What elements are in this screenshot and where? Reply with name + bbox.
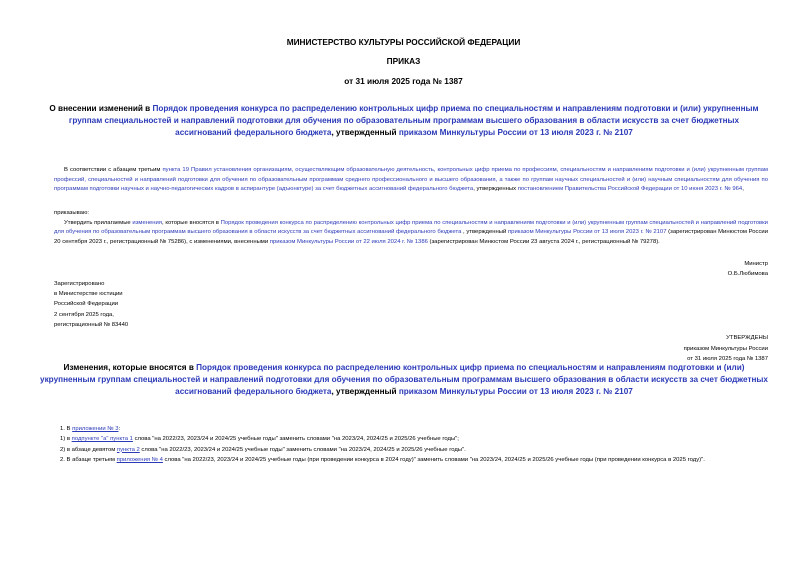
changes-title: Изменения, которые вносятся в Порядок проведения конкурса по распределению контрольных цифр приема по специальностям и направлениям подготовки и (или) укрупненным группам специальностей и направлений подготовки для обучения по образовательным программам высшего образования в области искусств за счет бюджетных ассигнований федерального бюджета, утвержденный приказом Минкультуры России от 13 июля 2023 г. № 2107	[40, 363, 768, 396]
registration-line: регистрационный № 83440	[54, 321, 129, 328]
procedure-link[interactable]: Порядок проведения конкурса по распределению контрольных цифр приема по специальностям и направлениям подготовки и (или) укрупненным группам специальностей и направлений подготовки для обучения по образовательным программам высшего образования в области искусств за счет бюджетных ассигнований федерального бюджета	[68, 104, 759, 137]
approved-stamp	[684, 333, 768, 365]
list-item: 1. В приложении № 3:	[60, 426, 121, 432]
procedure-link-2[interactable]: Порядок проведения конкурса по распределению контрольных цифр приема по специальностям и направлениям подготовки и (или) укрупненным группам специальностей и направлений подготовки для обучения по образовательным программам высшего образования в области искусств за счет бюджетных ассигнований федерального бюджета	[54, 219, 768, 236]
date-number-heading: от 31 июля 2025 года № 1387	[344, 76, 463, 86]
appendix-3-link[interactable]: приложении № 3	[72, 426, 119, 432]
order-2107-link[interactable]: приказом Минкультуры России от 13 июля 2023 г. № 2107	[398, 128, 633, 137]
list-item: 2. В абзаце третьем приложения № 4 слова "на 2022/23, 2023/24 и 2024/25 учебные годы (при проведении конкурса в 2024 году)" заменить словами "на 2023/24, 2024/25 и 2025/26 учебные годы (при проведении конкурса в 2025 году)".	[60, 456, 705, 463]
order-2107-link-2[interactable]: приказом Минкультуры России от 13 июля 2023 г. № 2107	[507, 229, 667, 236]
resolution-964-link[interactable]: постановлением Правительства Российской Федерации от 10 июня 2023 г. № 964	[517, 186, 743, 193]
approved-line: от 31 июля 2025 года № 1387	[687, 356, 768, 363]
registration-block	[54, 279, 128, 330]
appendix-4-link[interactable]: приложения № 4	[116, 456, 163, 463]
subclause-a-link[interactable]: подпункте "а" пункта 1	[71, 436, 133, 443]
approved-line: приказом Минкультуры России	[683, 345, 768, 352]
order-2107-link-3[interactable]: приказом Минкультуры России от 13 июля 2023 г. № 2107	[398, 386, 633, 396]
changes-list	[54, 424, 768, 465]
approve-paragraph	[54, 209, 768, 248]
rules-link[interactable]: Правил установления организациям, осуществляющим образовательную деятельность, контрольных цифр приема по профессиям, специальностям и направлениям подготовки и (или) укрупненным группам профессий, специальностей и направлений подготовки для обучения по образовательным программам среднего профессионального и высшего образования, а также по группам научных специальностей и (или) научным специальностям для обучения по программам подготовки научных и научно-педагогических кадров в аспирантуре (адъюнктуре) за счет бюджетных ассигнований федерального бюджета	[54, 167, 768, 193]
preamble-paragraph: В соответствии с абзацем третьим пункта 19 Правил установления организациям, осуществляющим образовательную деятельность, контрольных цифр приема по профессиям, специальностям и направлениям подготовки и (или) укрупненным группам профессий, специальностей и направлений подготовки для обучения по образовательным программам среднего профессионального и высшего образования, а также по группам научных специальностей и (или) научным специальностям для обучения по программам подготовки научных и научно-педагогических кадров в аспирантуре (адъюнктуре) за счет бюджетных ассигнований федерального бюджета, утвержденных постановлением Правительства Российской Федерации от 10 июня 2023 г. № 964,	[54, 167, 768, 193]
list-item: 1) в подпункте "а" пункта 1 слова "на 2022/23, 2023/24 и 2024/25 учебные годы" заменить словами "на 2023/24, 2024/25 и 2025/26 учебные годы";	[60, 436, 459, 443]
ministry-heading: МИНИСТЕРСТВО КУЛЬТУРЫ РОССИЙСКОЙ ФЕДЕРАЦИИ	[286, 37, 521, 47]
signer-position: Министр	[744, 261, 768, 267]
signer-name: О.Б.Любимова	[727, 270, 768, 277]
procedure-link-3[interactable]: Порядок проведения конкурса по распределению контрольных цифр приема по специальностям и направлениям подготовки и (или) укрупненным группам специальностей и направлений подготовки для обучения по образовательным программам высшего образования в области искусств за счет бюджетных ассигнований федерального бюджета	[40, 363, 768, 396]
approved-line: УТВЕРЖДЕНЫ	[726, 335, 768, 341]
registration-line: 2 сентября 2025 года,	[54, 311, 114, 318]
order-1386-link[interactable]: приказом Минкультуры России от 22 июля 2024 г. № 1386	[269, 239, 428, 246]
registration-line: Зарегистрировано	[54, 281, 105, 287]
changes-link[interactable]: изменения	[132, 219, 162, 226]
signature-block	[728, 260, 768, 279]
list-item: 2) в абзаце девятом пункта 2 слова "на 2022/23, 2023/24 и 2024/25 учебные годы" заменить словами "на 2023/24, 2024/25 и 2025/26 учебные годы".	[60, 446, 466, 453]
clause-19-link[interactable]: пункта 19	[162, 167, 189, 173]
registration-line: в Министерстве юстиции	[54, 291, 123, 298]
order-word: приказываю:	[54, 210, 90, 216]
approve-text: Утвердить прилагаемые изменения, которые вносятся в Порядок проведения конкурса по распределению контрольных цифр приема по специальностям и направлениям подготовки и (или) укрупненным группам специальностей и направлений подготовки для обучения по образовательным программам высшего образования в области искусств за счет бюджетных ассигнований федерального бюджета , утвержденный приказом Минкультуры России от 13 июля 2023 г. № 2107 (зарегистрирован Минюстом России 20 сентября 2023 г., регистрационный № 75286), с изменениями, внесенными приказом Минкультуры России от 22 июля 2024 г. № 1386 (зарегистрирован Минюстом России 23 августа 2024 г., регистрационный № 79278).	[54, 219, 768, 246]
registration-line: Российской Федерации	[54, 301, 119, 308]
clause-2-link[interactable]: пункта 2	[116, 446, 140, 453]
doc-type-heading: ПРИКАЗ	[386, 56, 421, 66]
document-title: О внесении изменений в Порядок проведения конкурса по распределению контрольных цифр приема по специальностям и направлениям подготовки и (или) укрупненным группам специальностей и направлений подготовки для обучения по образовательным программам высшего образования в области искусств за счет бюджетных ассигнований федерального бюджета, утвержденный приказом Минкультуры России от 13 июля 2023 г. № 2107	[49, 104, 759, 137]
